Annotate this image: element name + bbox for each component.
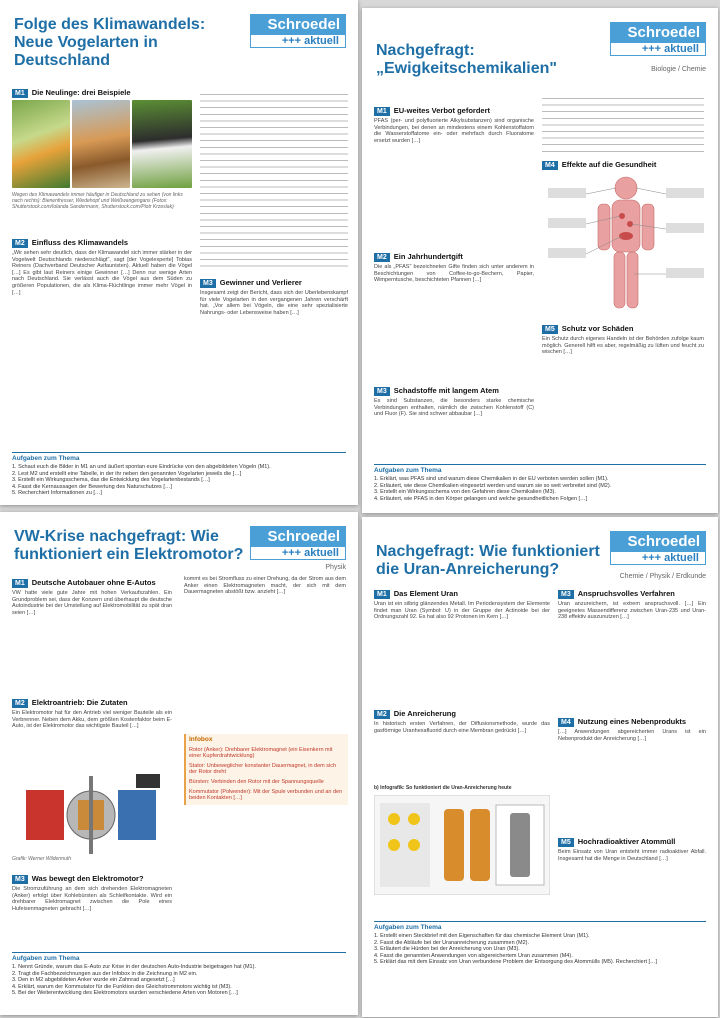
logo-main: Schroedel [250,526,346,547]
section-m1-heading: M1 Deutsche Autobauer ohne E-Autos [12,578,156,588]
m4-text: […] Anwendungen abgereicherten Urans ist ein Nebenprodukt der Anreicherung […] [558,729,706,742]
logo-sub: +++ aktuell [610,552,706,565]
logo-main: Schroedel [250,14,346,35]
tasks-heading: Aufgaben zum Thema [374,924,442,931]
section-m4-heading: M4 Nutzung eines Nebenprodukts [558,717,686,727]
task-item: 2. Tragt die Fachbezeichnungen aus der Infobox in die Zeichnung in M2 ein. [12,970,198,977]
tasks-heading: Aufgaben zum Thema [12,455,80,462]
task-item: 4. Fasst die Kernaussagen der Bewertung des Naturschutzes […] [12,483,172,490]
hoopoe-photo [72,100,130,188]
section-m2-heading: M2 Die Anreicherung [374,709,456,719]
m2-continuation-text [542,94,704,154]
section-m4-heading: M4 Effekte auf die Gesundheit [542,160,656,170]
m3-text: Es sind Substanzen, die besonders starke chemische Verbindungen enthalten, nämlich die zwischen Kohlenstoff (C) und Fluor (F). Sie sind schwer abbaubar […] [374,398,534,418]
m2-text: In historisch ersten Verfahren, der Diffusionsmethode, wurde das gasförmige Uranhexafluorid durch eine Membran gedrückt […] [374,721,550,734]
m2-text: „Wir sehen sehr deutlich, dass der Klimawandel sich immer stärker in der Vogelwelt Deutschlands niederschlägt", sagt [der Vogelexperte] Tobias Reiners (Dachverband Deutscher Avifaunisten). Aktuell haben die Vögel […] Es gibt laut Reiners einige Gewinner […] Denn nur wenige Arten nach Deutschland. Sie verlässt auch die Vögel aus dem Süden zu größeren Populationen, die als Klima-Flüchtlinge immer mehr Vögel in […] [12,250,192,296]
infobox-item: Kommutator (Polwender): Mit der Spule verbunden und an den beiden Kontakten […] [189,788,343,802]
infobox-item: Bürsten: Verbinden den Rotor mit der Spannungsquelle [189,778,324,785]
logo-main: Schroedel [610,531,706,552]
worksheet-pfas [362,8,718,513]
schroedel-logo [250,14,346,48]
infobox [184,734,348,805]
worksheet-birds [0,0,358,505]
task-item: 3. Erläutert die Hürden bei der Anreicherung von Uran (M3). [374,946,520,953]
section-m1-heading: M1 EU-weites Verbot gefordert [374,106,490,116]
task-item: 5. Bei der Weiterentwicklung des Elektromotors wurden verschiedene Arten von Motoren […] [12,990,238,997]
section-m5-heading: M5 Schutz vor Schäden [542,324,633,334]
section-m3-heading: M3 Schadstoffe mit langem Atem [374,386,499,396]
section-m2-heading: M2 Ein Jahrhundertgift [374,252,463,262]
m3-continuation-text: kommt es bei Stromfluss zu einer Drehung, da der Strom aus dem Anker einen Elektromagneten macht, der sich mit dem Dauermagneten abstößt bzw. anzieht […] [184,576,346,596]
worksheet-electromotor [0,512,358,1015]
tasks-box [374,464,706,502]
page-title: Folge des Klimawandels: Neue Vogelarten in Deutschland [14,16,206,69]
logo-main: Schroedel [610,22,706,43]
enrichment-infographic [374,795,550,895]
m3-text: Insgesamt zeigt der Bericht, dass sich der Überlebenskampf für viele Vogelarten in den vergangenen Jahren verschärft hat. „Vor allem bei Vögeln, die eine sehr spezialisierte Nahrungs- oder Lebensweise haben […] [200,290,348,316]
bee-eater-photo [12,100,70,188]
m1-caption: Wegen des Klimawandels immer häufiger in Deutschland zu sehen (von links nach rechts): Bienenfresser, Wiedehopf und Weißwangengans (Fotos: Shutterstock.com/Iolanda Sandermann, Shutterstock.com/Piotr Krzeslak) [12,192,183,210]
tasks-box [12,452,346,497]
schroedel-logo [610,22,706,56]
page-title: Nachgefragt: „Ewigkeitschemikalien" [376,42,557,77]
m3-text: Uran anzureichern, ist extrem anspruchsvoll. […] Ein geeignetes Massendifferenz zwischen Uran-235 und Uran-238 effektiv auszunutzen […] [558,601,706,621]
section-m2-heading: M2 Elektroantrieb: Die Zutaten [12,698,128,708]
section-m3-heading: M3 Was bewegt den Elektromotor? [12,874,144,884]
tasks-heading: Aufgaben zum Thema [12,955,80,962]
subject-label: Physik [325,564,346,571]
m2-caption: b) Infografik: So funktioniert die Uran-Anreicherung heute [374,785,512,791]
barnacle-goose-photo [132,100,192,188]
tasks-heading: Aufgaben zum Thema [374,467,442,474]
subject-label: Chemie / Physik / Erdkunde [619,573,706,580]
worksheet-uranium [362,517,718,1017]
m1-continuation-text [200,90,348,268]
m2-text: Die als „PFAS" bezeichneten Gifte finden sich unter anderem in Beschichtungen von Coffee-to-go-Bechern, Papier, Wimperntusche, beschichteten Pfannen […] [374,264,534,284]
section-m1-heading: M1 Das Element Uran [374,589,458,599]
m1-text: VW hatte viele gute Jahre mit hohen Verkaufszahlen. Ein Grundproblem sei, dass der Konzern und überhaupt die deutsche Autoindustrie bei der Umstellung auf Elektromobilität zu spät dran seien […] [12,590,172,616]
task-item: 2. Erläutert, wie diese Chemikalien eingesetzt werden und warum sie so weit verbreitet sind (M2). [374,482,612,489]
section-m5-heading: M5 Hochradioaktiver Atommüll [558,837,675,847]
task-item: 1. Nennt Gründe, warum das E-Auto zur Krise in der deutschen Auto-Industrie beigetragen hat (M1). [12,964,256,970]
task-item: 1. Schaut euch die Bilder in M1 an und äußert spontan eure Eindrücke von den abgebildeten Vögeln (M1). [12,464,271,470]
motor-illustration [16,770,166,854]
infobox-heading: Infobox [189,736,213,743]
m5-text: Ein Schutz durch eigenes Handeln ist der Behörden zufolge kaum möglich. Generell hilft es aber, regelmäßig zu lüften und feucht zu wischen […] [542,336,704,356]
m3-text: Die Stromzuführung an dem sich drehenden Elektromagneten (Anker) erfolgt über Kohlebürsten als Schleifkontakte. Wird ein drehbarer Elektromagnet zwischen die Pole eines Hufeisenmagneten gebracht […] [12,886,172,912]
page-title: VW-Krise nachgefragt: Wie funktioniert ein Elektromotor? [14,528,244,563]
task-item: 5. Recherchiert Informationen zu […] [12,490,102,497]
schroedel-logo [610,531,706,565]
m1-text: Uran ist ein silbrig glänzendes Metall. Im Periodensystem der Elemente findet man Uran (Symbol: U) in der Gruppe der Actinoide bei der Ordnungszahl 92. Es hat also 92 Protonen im Kern […] [374,601,550,621]
task-item: 3. Erstellt ein Wirkungsschema von den Gefahren diese Chemikalien (M3). [374,489,556,496]
m1-text: PFAS (per- und polyfluorierte Alkylsubstanzen) sind organische Verbindungen, bei denen an mindestens einem Kohlenstoffatom die Wasserstoffatome ein- oder mehrfach durch Fluoratome ersetzt wurden […] [374,118,534,144]
section-m2-heading: M2 Einfluss des Klimawandels [12,238,128,248]
task-item: 4. Erklärt, warum der Kommutator für die Funktion des Gleichstrommotors wichtig ist (M3). [12,983,232,990]
schroedel-logo [250,526,346,560]
tasks-box [12,952,346,997]
m5-text: Beim Einsatz von Uran entsteht immer radioaktiver Abfall. Insgesamt hat die Menge in Deutschland […] [558,849,706,862]
task-item: 3. Den in M2 abgebildeten Anker wurde ein Zahnrad angesetzt […] [12,977,175,984]
logo-sub: +++ aktuell [250,547,346,560]
subject-label: Biologie / Chemie [651,66,706,73]
task-item: 4. Fasst die genannten Anwendungen von abgereichertem Uran zusammen (M4). [374,952,573,959]
page-title: Nachgefragt: Wie funktioniert die Uran-Anreicherung? [376,543,600,578]
task-item: 4. Erläutert, wie PFAS in den Körper gelangen und welche gesundheitlichen Folgen […] [374,495,588,502]
infobox-item: Rotor (Anker): Drehbarer Elektromagnet (ein Eisenkern mit einer Kupferdrahtwicklung) [189,746,333,760]
task-item: 1. Erstellt einen Steckbrief mit den Eigenschaften für das chemische Element Uran (M1). [374,933,590,939]
section-m1-heading: M1 Die Neulinge: drei Beispiele [12,88,131,98]
task-item: 2. Lest M2 und erstellt eine Tabelle, in der ihr neben den genannten Vogelarten jeweils die […] [12,470,242,477]
logo-sub: +++ aktuell [610,43,706,56]
task-item: 2. Fasst die Abläufe bei der Urananreicherung zusammen (M2). [374,939,529,946]
task-item: 5. Erklärt das mit dem Einsatz von Uran verbundene Problem der Entsorgung des Atommülls (M5). Recherchiert […] [374,959,658,966]
logo-sub: +++ aktuell [250,35,346,48]
task-item: 3. Erstellt ein Wirkungsschema, das die Entwicklung des Vogelartenbestands […] [12,477,210,484]
body-diagram [546,174,706,314]
section-m3-heading: M3 Anspruchsvolles Verfahren [558,589,675,599]
section-m3-heading: M3 Gewinner und Verlierer [200,278,302,288]
task-item: 1. Erklärt, was PFAS sind und warum diese Chemikalien in der EU verboten werden sollen (M1). [374,476,609,482]
m2-text: Ein Elektromotor hat für den Antrieb viel weniger Bauteile als ein Verbrenner. Neben dem Akku, dem größten Kostenfaktor beim E-Auto, ist der Elektromotor das wichtigste Bauteil […] [12,710,172,730]
tasks-box [374,921,706,966]
m2-caption: Grafik: Werner Wildermuth [12,856,72,862]
infobox-item: Stator: Unbeweglicher konstanter Dauermagnet, in dem sich der Rotor dreht [189,762,337,776]
